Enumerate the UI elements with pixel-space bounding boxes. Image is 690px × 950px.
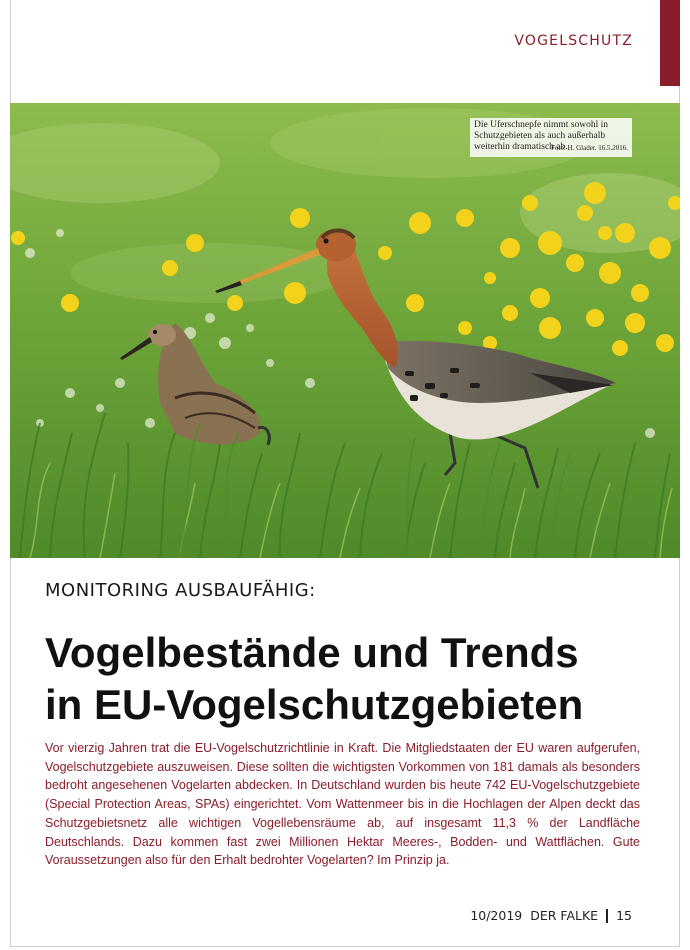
photo-credit: Foto: H. Glader. 16.5.2016.	[551, 144, 628, 152]
headline-line-1: Vogelbestände und Trends	[45, 629, 579, 676]
magazine-name: DER FALKE	[530, 908, 599, 923]
article-headline	[45, 627, 665, 731]
footer-separator	[606, 909, 608, 923]
section-label: VOGELSCHUTZ	[514, 33, 633, 49]
article-kicker: MONITORING AUSBAUFÄHIG:	[45, 580, 316, 601]
photo-caption: Die Uferschnepfe nimmt sowohl in Schutzgebieten als auch außerhalb weiterhin dramatisch ab.	[474, 120, 609, 152]
page-footer	[470, 908, 632, 923]
headline-line-2: in EU-Vogelschutzgebieten	[45, 681, 584, 728]
godwit-meadow-image	[10, 103, 680, 558]
photo-caption-box	[470, 118, 632, 157]
article-photo	[10, 103, 680, 558]
issue-number: 10/2019	[470, 908, 523, 923]
section-color-tab	[660, 0, 680, 86]
page-number: 15	[616, 908, 632, 923]
article-lead: Vor vierzig Jahren trat die EU-Vogelschutzrichtlinie in Kraft. Die Mitgliedstaaten der EU waren aufgerufen, Vogelschutzgebiete auszuweisen. Diese sollten die wichtigsten Vorkommen von 181 damals als besonders bedroht angesehenen Vogelarten abdecken. In Deutschland wurden bis heute 742 EU-Vogelschutzgebiete (Special Protection Areas, SPAs) eingerichtet. Vom Wattenmeer bis in die Hochlagen der Alpen deckt das Schutzgebietsnetz alle wichtigen Vogellebensräume ab, auf insgesamt 11,3 % der Landfläche Deutschlands. Dazu kommen fast zwei Millionen Hektar Meeres-, Bodden- und Wattflächen. Gute Voraussetzungen also für den Erhalt bedrohter Vogelarten? Im Prinzip ja.	[45, 741, 640, 868]
